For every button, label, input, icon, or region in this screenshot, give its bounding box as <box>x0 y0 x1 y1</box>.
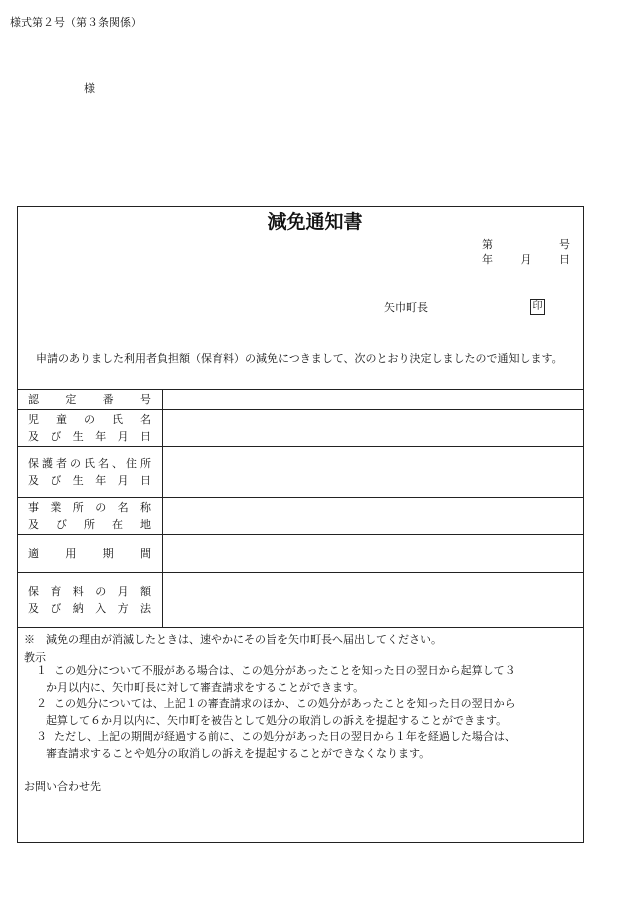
row-label-period <box>17 535 163 573</box>
row-label-line: 適用期間 <box>28 547 151 560</box>
number-prefix: 第 <box>482 238 493 251</box>
clause-line: この処分については、上記１の審査請求のほか、この処分があったことを知った日の翌日から <box>54 697 516 710</box>
row-value-period <box>163 535 585 573</box>
document-number-line <box>482 238 570 251</box>
clause-line: か月以内に、矢巾町長に対して審査請求をすることができます。 <box>46 681 365 694</box>
date-line <box>482 253 570 266</box>
notice-text: ※ 減免の理由が消滅したときは、速やかにその旨を矢巾町長へ届出してください。 <box>24 633 442 646</box>
row-label-facility <box>17 498 163 535</box>
table-bottom-rule <box>17 628 584 629</box>
intro-text: 申請のありました利用者負担額（保育料）の減免につきまして、次のとおり決定しましたので通知します。 <box>36 352 563 365</box>
row-value-guardian <box>163 447 585 498</box>
date-day: 日 <box>559 253 570 266</box>
seal-mark: 印 <box>530 299 545 315</box>
row-label-line: 児童の氏名 <box>28 413 151 426</box>
table-row <box>17 498 584 535</box>
row-label-line: 事業所の名称 <box>28 501 151 514</box>
row-label-fee <box>17 573 163 628</box>
row-value-child <box>163 410 585 447</box>
document-title: 減免通知書 <box>267 211 363 233</box>
date-month: 月 <box>520 253 532 266</box>
row-value-facility <box>163 498 585 535</box>
row-value-fee <box>163 573 585 628</box>
clause-number: ２ <box>36 697 47 710</box>
clause-number: ３ <box>36 730 47 743</box>
form-label: 様式第２号（第３条関係） <box>10 16 142 29</box>
instruction-clause-1 <box>24 662 579 696</box>
instruction-clause-2 <box>24 695 579 729</box>
clause-number: １ <box>36 664 47 677</box>
contact-label: お問い合わせ先 <box>24 780 101 793</box>
row-label-line: 保護者の氏名、住所 <box>28 457 151 470</box>
row-label-line: 保育料の月額 <box>28 585 151 598</box>
row-label-child <box>17 410 163 447</box>
clause-line: 起算して６か月以内に、矢巾町を被告として処分の取消しの訴えを提起することができます。 <box>46 714 508 727</box>
row-label-guardian <box>17 447 163 498</box>
instruction-heading: 教示 <box>24 651 46 664</box>
table-row <box>17 390 584 410</box>
row-label-line: 及び所在地 <box>28 518 151 531</box>
table-row <box>17 535 584 573</box>
table-row <box>17 410 584 447</box>
row-label-line: 及び生年月日 <box>28 430 151 443</box>
table-row <box>17 447 584 498</box>
clause-line: 審査請求することや処分の取消しの訴えを提起することができなくなります。 <box>46 747 431 760</box>
clause-line: ただし、上記の期間が経過する前に、この処分があった日の翌日から１年を経過した場合は、 <box>54 730 516 743</box>
row-label-line: 及び生年月日 <box>28 474 151 487</box>
table-row <box>17 573 584 628</box>
number-suffix: 号 <box>559 238 570 251</box>
details-table <box>17 389 584 628</box>
row-value-certification-number <box>163 390 585 410</box>
issuer-name: 矢巾町長 <box>384 301 428 314</box>
instruction-clause-3 <box>24 728 579 762</box>
row-label-line: 及び納入方法 <box>28 602 151 615</box>
row-label-line: 認定番号 <box>28 393 151 406</box>
date-year: 年 <box>482 253 493 266</box>
addressee-suffix: 様 <box>84 82 95 95</box>
clause-line: この処分について不服がある場合は、この処分があったことを知った日の翌日から起算して３ <box>54 664 516 677</box>
row-label-certification-number <box>17 390 163 410</box>
